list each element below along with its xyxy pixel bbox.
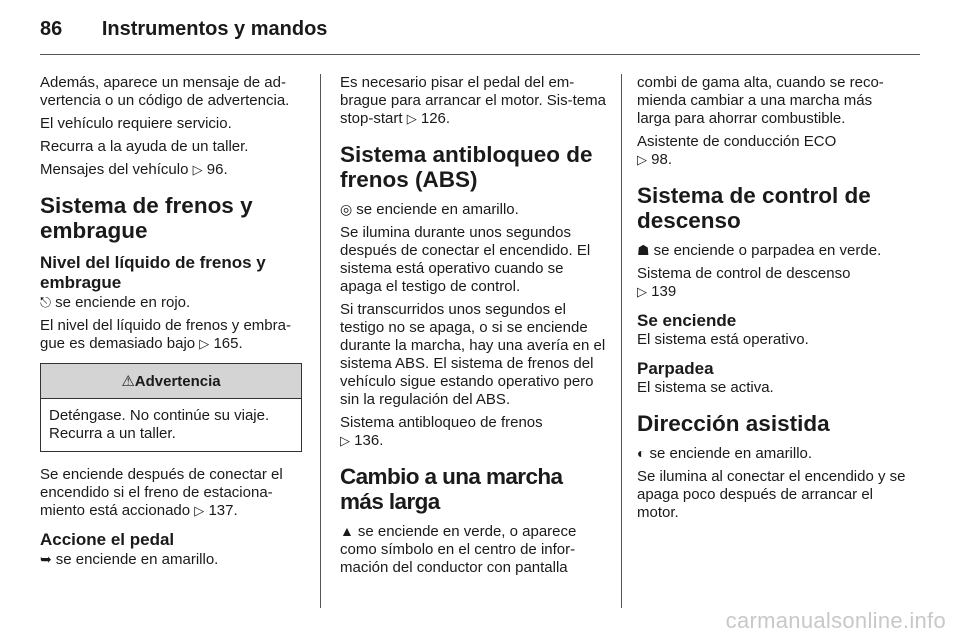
paragraph-parking-brake: Se enciende después de conectar el encendido si el freno de estaciona-miento está accionado ▷ 137. bbox=[40, 466, 283, 519]
column-divider-2 bbox=[621, 74, 622, 608]
paragraph-descent-on: ☗ se enciende o parpadea en verde. bbox=[637, 242, 882, 259]
column-1 bbox=[40, 74, 302, 574]
warning-body: Deténgase. No continúe su viaje. Recurra a un taller. bbox=[49, 407, 270, 442]
paragraph-upshift: ▲ se enciende en verde, o aparece como símbolo en el centro de infor-mación del conductor con pantalla bbox=[340, 523, 577, 576]
warning-box bbox=[40, 363, 302, 452]
heading-descent-control: Sistema de control de descenso bbox=[637, 183, 871, 233]
reference-arrow-icon: ▷ bbox=[199, 336, 210, 351]
power-steering-icon: ◐ bbox=[637, 445, 646, 461]
heading-lit: Se enciende bbox=[637, 311, 737, 330]
warning-header: ⚠Advertencia bbox=[41, 364, 301, 399]
heading-blink: Parpadea bbox=[637, 359, 714, 378]
page-header bbox=[40, 18, 327, 41]
heading-brake-system: Sistema de frenos y embrague bbox=[40, 193, 253, 243]
paragraph-abs-lit: Se ilumina durante unos segundos después de conectar el encendido. El sistema está operativo cuando se apaga el testigo de control. bbox=[340, 224, 591, 295]
heading-press-pedal: Accione el pedal bbox=[40, 530, 175, 549]
reference-arrow-icon: ▷ bbox=[637, 284, 647, 299]
page-number: 86 bbox=[40, 18, 63, 40]
paragraph-blink: El sistema se activa. bbox=[637, 379, 774, 396]
paragraph-steering-on: ◐ se enciende en amarillo. bbox=[637, 445, 813, 462]
clutch-pedal-icon: ➥ bbox=[40, 551, 52, 567]
descent-control-icon: ☗ bbox=[637, 242, 650, 258]
paragraph-abs-reference: Sistema antibloqueo de frenos ▷ 136. bbox=[340, 414, 543, 449]
heading-abs: Sistema antibloqueo de frenos (ABS) bbox=[340, 142, 593, 192]
paragraph-brake-fluid-on: ⎋ se enciende en rojo. bbox=[40, 294, 191, 311]
warning-triangle-icon: ⚠ bbox=[121, 373, 135, 390]
paragraph-abs-on: ◎ se enciende en amarillo. bbox=[340, 201, 519, 218]
paragraph-service: El vehículo requiere servicio. bbox=[40, 115, 232, 132]
paragraph-lit: El sistema está operativo. bbox=[637, 331, 809, 348]
paragraph-abs-fault: Si transcurridos unos segundos el testigo no se apaga, o si se enciende durante la marcha, hay una avería en el sistema ABS. El sistema de frenos del vehículo sigue estando operativo pero sin la regulación del ABS. bbox=[340, 301, 606, 408]
heading-upshift: Cambio a una marcha más larga bbox=[340, 464, 563, 514]
paragraph-pedal-on: ➥ se enciende en amarillo. bbox=[40, 551, 219, 568]
paragraph-eco: Asistente de conducción ECO ▷ 98. bbox=[637, 133, 837, 168]
watermark: carmanualsonline.info bbox=[725, 608, 946, 633]
heading-brake-fluid-level: Nivel del líquido de frenos y embrague bbox=[40, 253, 266, 292]
paragraph-warning-message: Además, aparece un mensaje de ad-vertencia o un código de advertencia. bbox=[40, 74, 290, 109]
brake-fluid-icon: ⎋ bbox=[40, 294, 52, 310]
paragraph-descent-reference: Sistema de control de descenso ▷ 139 bbox=[637, 265, 851, 300]
reference-arrow-icon: ▷ bbox=[192, 162, 203, 177]
column-divider-1 bbox=[320, 74, 321, 608]
column-2 bbox=[340, 74, 606, 582]
reference-arrow-icon: ▷ bbox=[406, 111, 417, 126]
header-rule bbox=[40, 54, 920, 55]
heading-power-steering: Dirección asistida bbox=[637, 411, 830, 436]
column-3 bbox=[637, 74, 907, 527]
page-title: Instrumentos y mandos bbox=[101, 18, 328, 40]
paragraph-vehicle-messages: Mensajes del vehículo ▷ 96. bbox=[40, 161, 228, 178]
reference-arrow-icon: ▷ bbox=[340, 433, 350, 448]
reference-arrow-icon: ▷ bbox=[637, 152, 647, 167]
reference-arrow-icon: ▷ bbox=[194, 503, 205, 518]
paragraph-steering-lit: Se ilumina al conectar el encendido y se apaga poco después de arrancar el motor. bbox=[637, 468, 906, 521]
paragraph-brake-fluid-low: El nivel del líquido de frenos y embra-gue es demasiado bajo ▷ 165. bbox=[40, 317, 291, 352]
abs-icon: ◎ bbox=[340, 201, 353, 217]
upshift-icon: ▲ bbox=[340, 523, 354, 539]
paragraph-combi: combi de gama alta, cuando se reco-mienda cambiar a una marcha más larga para ahorrar combustible. bbox=[637, 74, 884, 127]
paragraph-workshop: Recurra a la ayuda de un taller. bbox=[40, 138, 249, 155]
paragraph-clutch: Es necesario pisar el pedal del em-brague para arrancar el motor. Sis-tema stop-start ▷ 126. bbox=[340, 74, 606, 127]
